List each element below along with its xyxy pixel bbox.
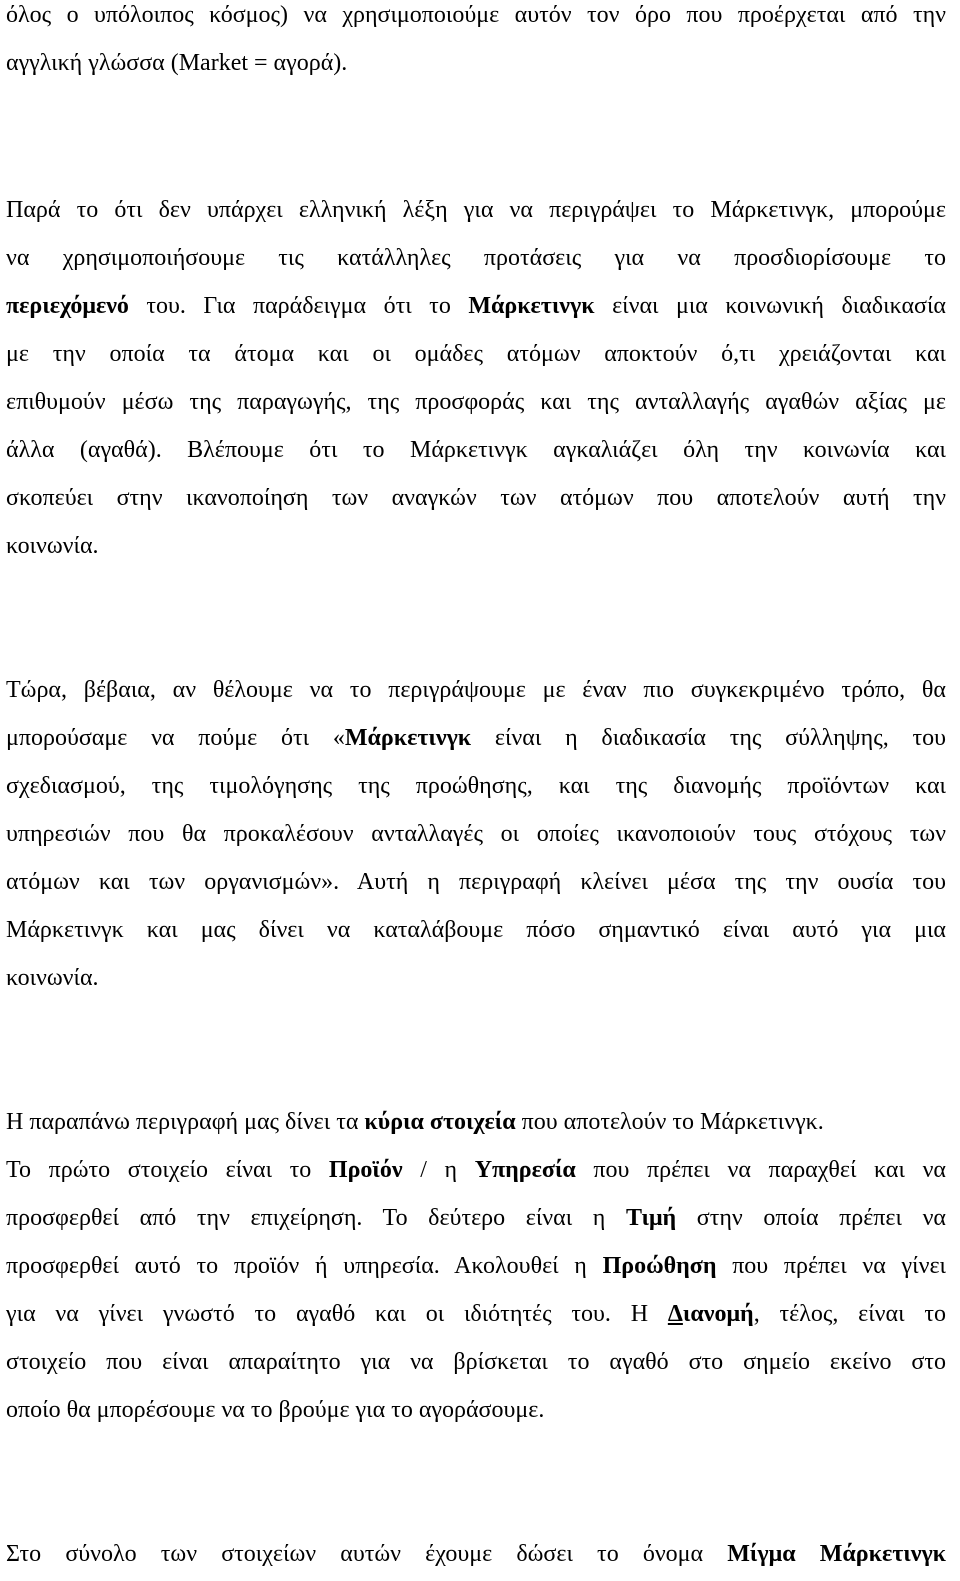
text-line: υπηρεσιών που θα προκαλέσουν ανταλλαγές οι οποίες ικανοποιούν τους στόχους των — [6, 821, 946, 847]
bold-term: Προώθηση — [602, 1253, 717, 1279]
text-line: προσφερθεί από την επιχείρηση. Το δεύτερο είναι η Τιμή στην οποία πρέπει να — [6, 1205, 946, 1231]
text-line: περιεχόμενό του. Για παράδειγμα ότι το Μάρκετινγκ είναι μια κοινωνική διαδικασία — [6, 293, 947, 319]
text-line: Μάρκετινγκ και μας δίνει να καταλάβουμε πόσο σημαντικό είναι αυτό για μια — [6, 917, 946, 943]
text-line: σκοπεύει στην ικανοποίηση των αναγκών των ατόμων που αποτελούν αυτή την — [6, 485, 946, 511]
text-line: Τώρα, βέβαια, αν θέλουμε να το περιγράψουμε με έναν πιο συγκεκριμένο τρόπο, θα — [6, 677, 946, 703]
bold-term: κύρια στοιχεία — [364, 1109, 516, 1135]
bold-term: Τιμή — [625, 1205, 677, 1231]
text-line: Στο σύνολο των στοιχείων αυτών έχουμε δώσει το όνομα Μίγμα Μάρκετινγκ — [6, 1541, 946, 1567]
text-line: στοιχείο που είναι απαραίτητο για να βρίσκεται το αγαθό στο σημείο εκείνο στο — [6, 1349, 946, 1375]
bold-term: περιεχόμενό — [6, 293, 129, 319]
bold-term: Μίγμα Μάρκετινγκ — [727, 1541, 946, 1567]
text-line: να χρησιμοποιήσουμε τις κατάλληλες προτάσεις για να προσδιορίσουμε το — [6, 245, 946, 271]
text-line: ατόμων και των οργανισμών». Αυτή η περιγραφή κλείνει μέσα της την ουσία του — [6, 869, 946, 895]
text-line: κοινωνία. — [6, 533, 99, 559]
text-line: Το πρώτο στοιχείο είναι το Προϊόν / η Υπηρεσία που πρέπει να παραχθεί και να — [6, 1157, 947, 1183]
text-line: για να γίνει γνωστό το αγαθό και οι ιδιότητές του. Η Διανομή, τέλος, είναι το — [6, 1301, 946, 1327]
bold-term: Προϊόν — [328, 1157, 403, 1183]
text-line: κοινωνία. — [6, 965, 99, 991]
bold-term: Μάρκετινγκ — [468, 293, 595, 319]
text-line: όλος ο υπόλοιπος κόσμος) να χρησιμοποιούμε αυτόν τον όρο που προέρχεται από την — [6, 2, 946, 28]
text-line: μπορούσαμε να πούμε ότι «Μάρκετινγκ είναι η διαδικασία της σύλληψης, του — [6, 725, 946, 751]
bold-term: Υπηρεσία — [474, 1157, 576, 1183]
text-line: οποίο θα μπορέσουμε να το βρούμε για το αγοράσουμε. — [6, 1397, 545, 1423]
bold-term: Μάρκετινγκ — [344, 725, 472, 751]
text-line: προσφερθεί αυτό το προϊόν ή υπηρεσία. Ακολουθεί η Προώθηση που πρέπει να γίνει — [6, 1253, 947, 1279]
bold-term: Διανομή — [667, 1301, 754, 1327]
text-line: Παρά το ότι δεν υπάρχει ελληνική λέξη για να περιγράψει το Μάρκετινγκ, μπορούμε — [6, 197, 946, 223]
text-line: άλλα (αγαθά). Βλέπουμε ότι το Μάρκετινγκ αγκαλιάζει όλη την κοινωνία και — [6, 437, 946, 463]
text-line: Η παραπάνω περιγραφή μας δίνει τα κύρια στοιχεία που αποτελούν το Μάρκετινγκ. — [6, 1109, 824, 1135]
text-line: επιθυμούν μέσω της παραγωγής, της προσφοράς και της ανταλλαγής αγαθών αξίας με — [6, 389, 946, 415]
text-line: με την οποία τα άτομα και οι ομάδες ατόμων αποκτούν ό,τι χρειάζονται και — [6, 341, 946, 367]
text-line: αγγλική γλώσσα (Market = αγορά). — [6, 50, 348, 76]
underlined-letter: Δ — [667, 1301, 683, 1327]
text-line: σχεδιασμού, της τιμολόγησης της προώθησης, και της διανομής προϊόντων και — [6, 773, 946, 799]
